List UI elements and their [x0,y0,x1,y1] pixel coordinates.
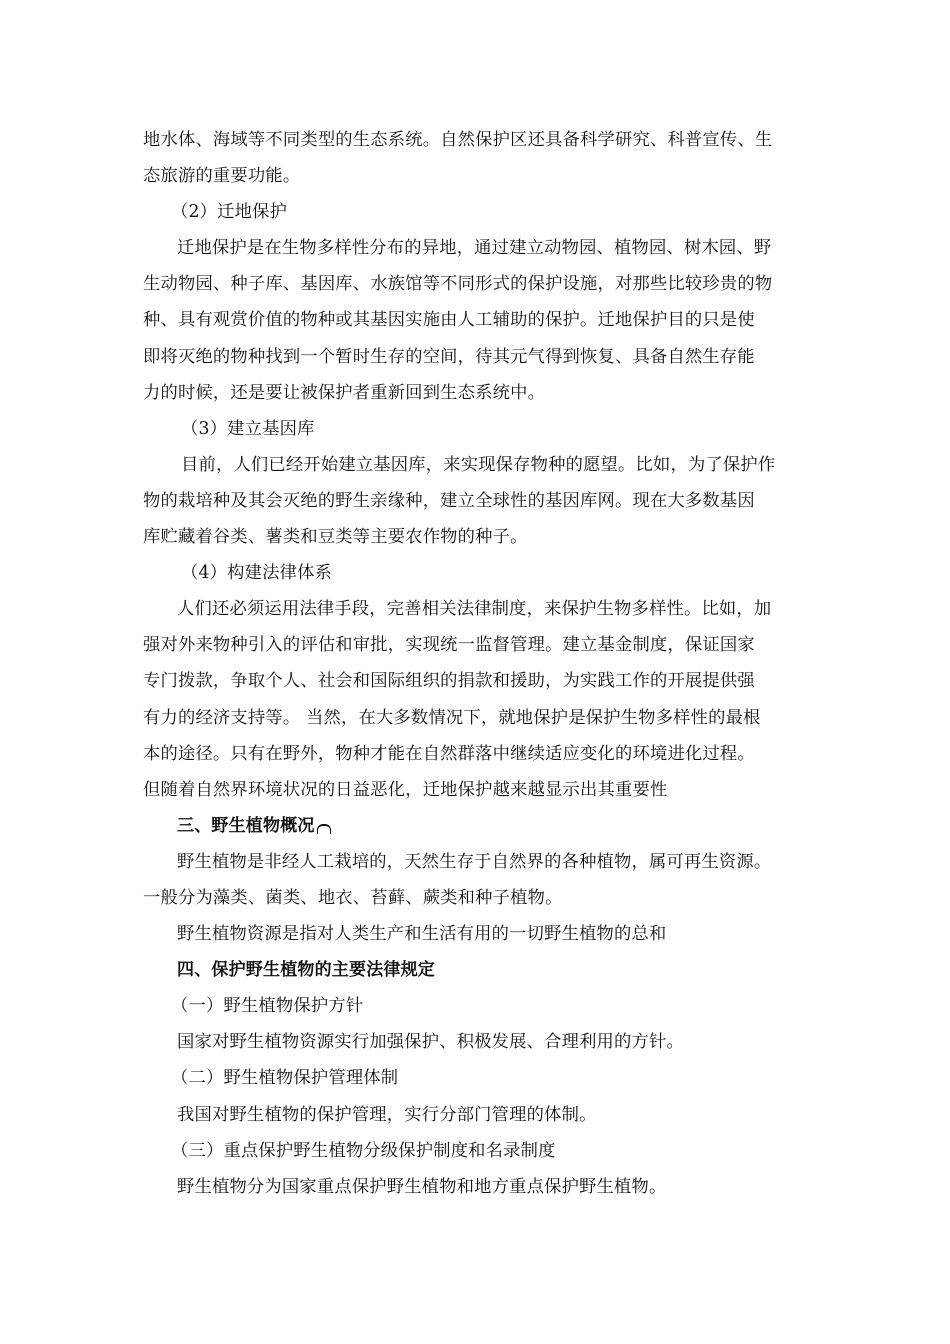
paragraph-line: 专门拨款，争取个人、社会和国际组织的捐款和援助，为实践工作的开展提供强 [143,671,755,692]
paragraph-line: 野生植物是非经人工栽培的，天然生存于自然界的各种植物，属可再生资源。 [177,851,772,872]
paragraph-line: 我国对野生植物的保护管理，实行分部门管理的体制。 [177,1104,597,1125]
paragraph-line: 种、具有观赏价值的物种或其基因实施由人工辅助的保护。迁地保护目的只是使 [143,310,755,331]
paragraph-line: 力的时候，还是要让被保护者重新回到生态系统中。 [143,382,546,403]
subheading-legal-system: （4）构建法律体系 [181,563,333,584]
section-heading-text: 三、野生植物概况 [177,815,315,836]
paragraph-line: 有力的经济支持等。 当然，在大多数情况下，就地保护是保护生物多样性的最根 [143,707,761,728]
section-heading-legal-provisions: 四、保护野生植物的主要法律规定 [177,960,435,981]
paragraph-line: 但随着自然界环境状况的日益恶化，迁地保护越来越显示出其重要性 [143,779,668,800]
paragraph-line: 人们还必须运用法律手段，完善相关法律制度，来保护生物多样性。比如，加 [177,599,772,620]
paragraph-line: 生动物园、种子库、基因库、水族馆等不同形式的保护设施，对那些比较珍贵的物 [143,274,773,295]
paragraph-line: 地水体、海域等不同类型的生态系统。自然保护区还具备科学研究、科普宣传、生 [143,130,773,150]
paragraph-line: 态旅游的重要功能。 [143,166,301,187]
paragraph-line: 国家对野生植物资源实行加强保护、积极发展、合理利用的方针。 [177,1032,684,1053]
paragraph-line: 强对外来物种引入的评估和审批，实现统一监督管理。建立基金制度，保证国家 [143,635,755,656]
paragraph-line: 本的途径。只有在野外，物种才能在自然群落中继续适应变化的环境进化过程。 [143,743,755,764]
subheading-ex-situ-conservation: （2）迁地保护 [171,202,288,223]
paragraph-line: 目前，人们已经开始建立基因库，来实现保存物种的愿望。比如，为了保护作 [181,454,776,475]
paragraph-line: 即将灭绝的物种找到一个暂时生存的空间，待其元气得到恢复、具备自然生存能 [143,346,755,367]
subheading-graded-protection: （三）重点保护野生植物分级保护制度和名录制度 [171,1140,556,1161]
paragraph-line: 库贮藏着谷类、薯类和豆类等主要农作物的种子。 [143,527,528,548]
document-body [143,126,808,1209]
subheading-gene-bank: （3）建立基因库 [181,418,315,439]
section-heading-wild-plants-overview [143,812,808,848]
paragraph-line: 物的栽培种及其会灭绝的野生亲缘种，建立全球性的基因库网。现在大多数基因 [143,490,755,511]
paragraph-line: 一般分为藻类、菌类、地衣、苔藓、蕨类和种子植物。 [143,887,563,908]
subheading-management-system: （二）野生植物保护管理体制 [171,1068,399,1089]
paragraph-line: 野生植物分为国家重点保护野生植物和地方重点保护野生植物。 [177,1176,667,1197]
subheading-protection-policy: （一）野生植物保护方针 [171,996,364,1017]
paragraph-mark-icon [317,824,331,834]
paragraph-line: 野生植物资源是指对人类生产和生活有用的一切野生植物的总和 [177,924,667,945]
paragraph-line: 迁地保护是在生物多样性分布的异地，通过建立动物园、植物园、树木园、野 [177,238,772,259]
